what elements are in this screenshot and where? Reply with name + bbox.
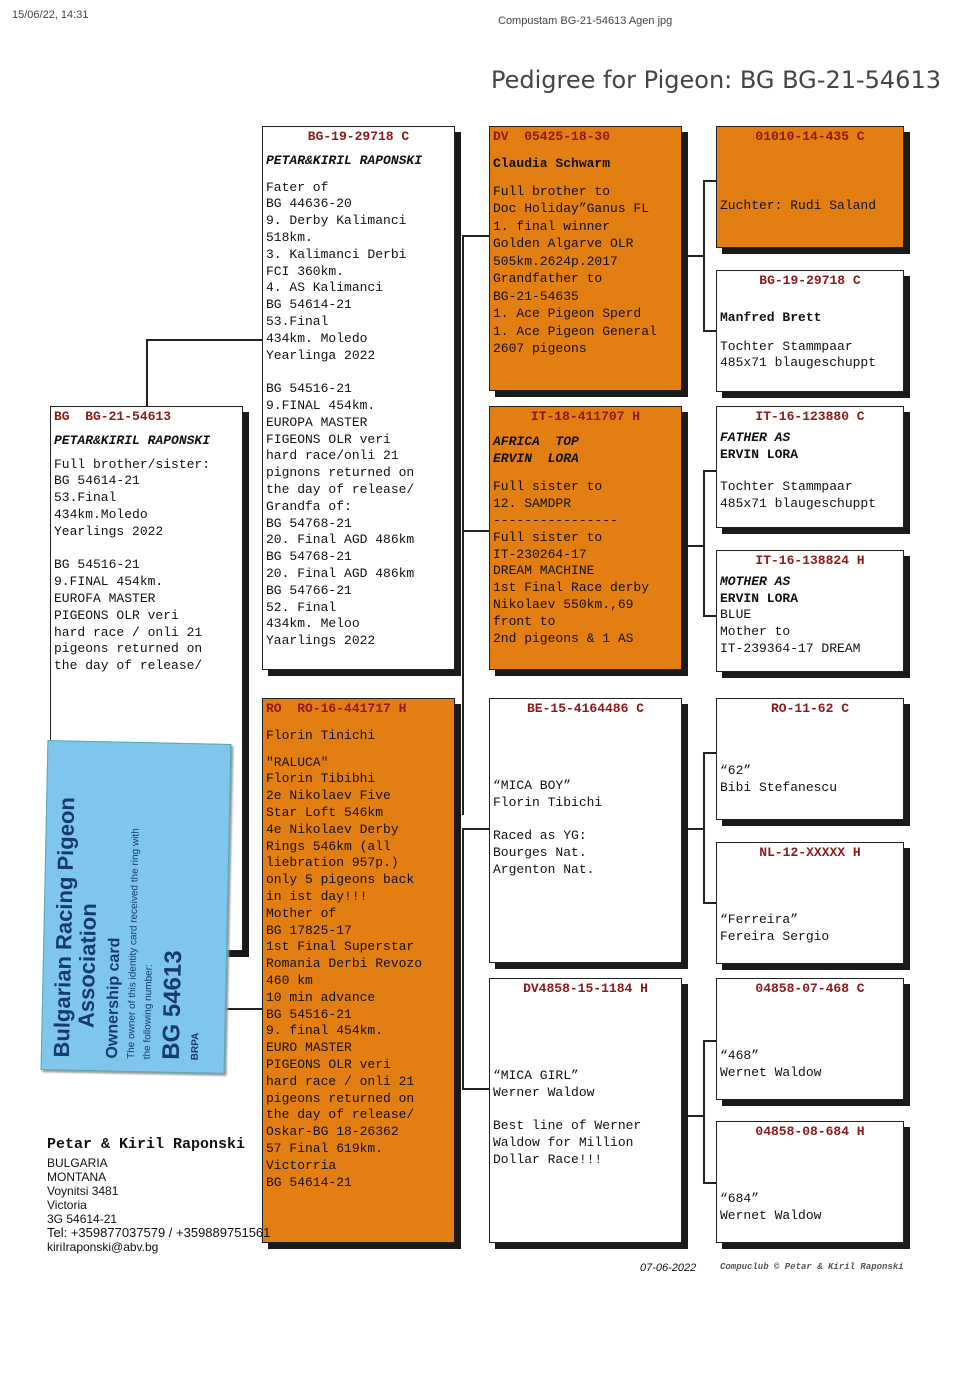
owner-email: kiriIraponski@abv.bg [47, 1240, 159, 1254]
gen3-notes: “MICA GIRL” Werner Waldow Best line of Werner Waldow for Million Dollar Race!!! [493, 1067, 642, 1167]
gen4-box-8 [716, 1121, 904, 1243]
owner-country: BULGARIA [47, 1156, 108, 1170]
gen4-notes: Tochter Stammpaar 485x71 blaugeschuppt [720, 338, 877, 371]
connector [462, 828, 490, 830]
connector [686, 255, 703, 257]
footer-date: 07-06-2022 [640, 1262, 697, 1274]
gen4-notes: “Ferreira” Fereira Sergio [720, 911, 830, 944]
owner-phone: Tel: +359877037579 / +359889751561 [47, 1225, 271, 1240]
owner-ring: 3G 54614-21 [47, 1212, 118, 1226]
gen4-notes: Tochter Stammpaar 485x71 blaugeschuppt [720, 479, 877, 512]
gen4-ring: NL-12-XXXXX H [759, 845, 861, 860]
page-title: Pedigree for Pigeon: BG BG-21-54613 [491, 66, 941, 94]
dam-notes: "RALUCA" Florin Tibibhi 2e Nikolaev Five Star Loft 546km 4e Nikolaev Derby Rings 546km (all liebration 957p.) only 5 pigeons back in ist day!!! Mother of BG 17825-17 1st Final Superstar Romania Derbi Revozo 460 km 10 min advance BG 54516-21 9. final 454km. EURO MASTER PIGEONS OLR veri hard race / onli 21 pigeons returned on the day of release/ Oskar-BG 18-26362 57 Final 619km. Victorria BG 54614-21 [266, 754, 423, 1190]
connector [686, 1115, 703, 1117]
connector [146, 339, 148, 406]
gen4-box-7 [716, 978, 904, 1100]
dam-dam-box [489, 978, 682, 1243]
connector [462, 1088, 490, 1090]
dam-box [262, 698, 455, 1243]
gen4-notes: “62” Bibi Stefanescu [720, 762, 838, 795]
sire-notes: Fater of BG 44636-20 9. Derby Kalimanci 518km. 3. Kalimanci Derbi FCI 360km. 4. AS Kalimanci BG 54614-21 53.Final 434km. Moledo Yearlinga 2022 BG 54516-21 9.FINAL 454km. EUROPA MASTER FIGEONS OLR veri hard race/onli 21 pignons returned on the day of release/ Grandfa of: BG 54768-21 20. Final AGD 486km BG 54768-21 20. Final AGD 486km BG 54766-21 52. Final 434km. Meloo Yaarlings 2022 [266, 179, 415, 649]
gen4-name-2: ERVIN LORA [720, 590, 799, 606]
connector [462, 405, 464, 815]
connector [703, 752, 717, 754]
card-text: The owner of this identity card received the ring with [125, 828, 142, 1060]
card-ring-number: BG 54613 [157, 950, 188, 1061]
owner-city: Victoria [47, 1198, 87, 1212]
file-name: Compustam BG-21-54613 Agen jpg [498, 15, 673, 27]
connector [686, 828, 703, 830]
sire-dam-box [489, 406, 682, 670]
connector [462, 530, 490, 532]
gen4-ring: BG-19-29718 C [759, 273, 861, 288]
subject-ring: BG BG-21-54613 [54, 409, 172, 424]
connector [703, 470, 717, 472]
owner-region: MONTANA [47, 1170, 107, 1184]
subject-notes: Full brother/sister: BG 54614-21 53.Final 434km.Moledo Yearlings 2022 BG 54516-21 9.FINAL 454km. EUROFA MASTER PIGEONS OLR veri hard race / onli 21 pigeons returned on the day of release/ [54, 456, 211, 674]
gen4-box-1 [716, 126, 904, 248]
gen4-ring: RO-11-62 C [770, 701, 849, 716]
connector [146, 339, 262, 341]
gen4-notes: Zuchter: Rudi Saland [720, 197, 877, 213]
sire-ring: BG-19-29718 C [307, 129, 410, 144]
gen4-box-4 [716, 550, 904, 672]
gen3-ring: BE-15-4164486 C [526, 701, 645, 716]
sire-box [262, 126, 455, 670]
ownership-card [41, 740, 232, 1074]
connector [703, 1182, 717, 1184]
dam-breeder: Florin Tinichi [266, 727, 376, 743]
connector [703, 615, 717, 617]
card-heading: Ownership card [103, 937, 124, 1059]
owner-info [47, 1138, 270, 1254]
gen4-box-3 [716, 406, 904, 528]
connector [703, 902, 717, 904]
gen4-box-5 [716, 698, 904, 820]
connector [462, 828, 464, 1088]
card-logo: BRPA [189, 1032, 202, 1061]
gen3-notes: Full sister to 12. SAMDPR ---------------- Full sister to IT-230264-17 DREAM MACHINE 1st Final Race derby Nikolaev 550km.,69 front to 2nd pigeons & 1 AS [493, 479, 650, 646]
gen4-name: MOTHER AS [720, 573, 791, 589]
gen3-name: Claudia Schwarm [493, 155, 611, 171]
gen4-notes: BLUE Mother to IT-239364-17 DREAM [720, 607, 861, 656]
connector [703, 180, 717, 182]
gen4-ring: IT-16-123880 C [755, 409, 865, 424]
gen3-notes: “MICA BOY” Florin Tibichi Raced as YG: Bourges Nat. Argenton Nat. [493, 777, 603, 877]
gen4-notes: “684” Wernet Waldow [720, 1190, 822, 1223]
owner-name: Petar & Kiril Raponski [47, 1136, 246, 1153]
gen3-ring: IT-18-411707 H [530, 409, 641, 424]
gen4-ring: IT-16-138824 H [755, 553, 865, 568]
gen4-name-2: ERVIN LORA [720, 446, 799, 462]
gen4-ring: 01010-14-435 C [755, 129, 865, 144]
connector [686, 545, 703, 547]
footer-credit: Compuclub © Petar & Kiril Raponski [720, 1262, 904, 1272]
gen4-ring: 04858-07-468 C [755, 981, 865, 996]
connector [703, 180, 705, 330]
gen4-notes: “468” Wernet Waldow [720, 1047, 822, 1080]
dam-sire-box [489, 698, 682, 963]
connector [703, 1040, 717, 1042]
connector [703, 330, 717, 332]
print-datetime: 15/06/22, 14:31 [12, 9, 89, 21]
connector [703, 752, 705, 902]
card-text-2: the following number: [141, 964, 155, 1060]
subject-name: PETAR&KIRIL RAPONSKI [54, 432, 211, 448]
owner-address: Voynitsi 3481 [47, 1184, 119, 1198]
sire-sire-box [489, 126, 682, 391]
gen4-name: FATHER AS [720, 429, 791, 445]
gen3-ring: DV4858-15-1184 H [523, 981, 648, 996]
gen3-notes: Full brother to Doc Holiday”Ganus FL 1. final winner Golden Algarve OLR 505km.2624p.2017 Grandfather to BG-21-54635 1. Ace Pigeon Sperd 1. Ace Pigeon General 2607 pigeons [493, 183, 657, 357]
gen4-box-6 [716, 842, 904, 964]
sire-name: PETAR&KIRIL RAPONSKI [266, 152, 423, 168]
connector [462, 235, 464, 405]
card-subtitle: Association [73, 903, 102, 1029]
connector [703, 470, 705, 615]
gen3-ring: DV 05425-18-30 [493, 129, 611, 144]
connector [703, 1040, 705, 1182]
gen4-ring: 04858-08-684 H [755, 1124, 865, 1139]
gen4-box-2 [716, 270, 904, 392]
gen4-name: Manfred Brett [720, 309, 822, 325]
card-title: Bulgarian Racing Pigeon [48, 796, 80, 1058]
gen3-name: AFRICA TOP ERVIN LORA [493, 433, 579, 466]
connector [462, 235, 490, 237]
dam-ring: RO RO-16-441717 H [266, 701, 407, 716]
